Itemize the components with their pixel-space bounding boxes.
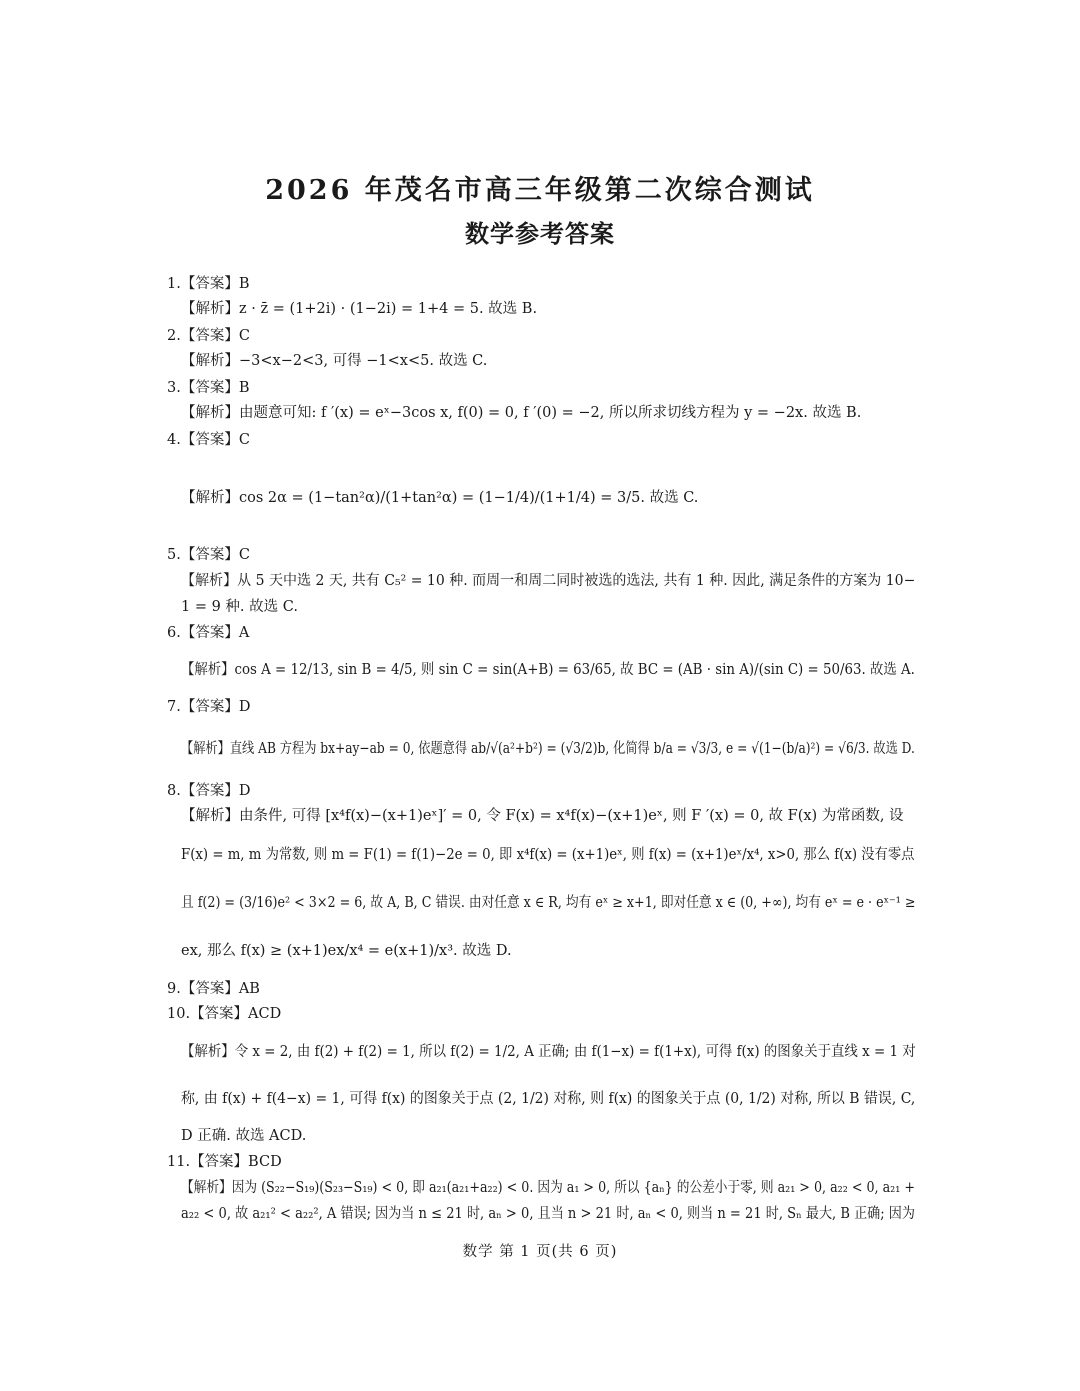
page-title: 2026 年茂名市高三年级第二次综合测试 (265, 175, 815, 206)
analysis-line: 【解析】从 5 天中选 2 天, 共有 C₅² = 10 种. 而周一和周二同时被选的选法, 共有 1 种. 因此, 满足条件的方案为 10− (181, 573, 916, 589)
analysis-line: 【解析】z · z̄ = (1+2i) · (1−2i) = 1+4 = 5. 故选 B. (181, 301, 538, 317)
analysis-line: F(x) = m, m 为常数, 则 m = F(1) = f(1)−2e = 0, 即 x⁴f(x) = (x+1)eˣ, 则 f(x) = (x+1)eˣ/x⁴, x>0, 那么 f(x) 没有零点 (181, 847, 915, 863)
page-footer: 数学 第 1 页(共 6 页) (462, 1244, 618, 1260)
analysis-line: 【解析】由条件, 可得 [x⁴f(x)−(x+1)eˣ]′ = 0, 令 F(x) = x⁴f(x)−(x+1)eˣ, 则 F ′(x) = 0, 故 F(x) 为常函数, 设 (181, 808, 904, 824)
answer-line: 9.【答案】AB (167, 981, 260, 997)
analysis-line: 【解析】cos A = 12/13, sin B = 4/5, 则 sin C = sin(A+B) = 63/65, 故 BC = (AB · sin A)/(sin C) = 50/63. 故选 A. (181, 662, 915, 678)
analysis-line: 【解析】直线 AB 方程为 bx+ay−ab = 0, 依题意得 ab/√(a²+b²) = (√3/2)b, 化简得 b/a = √3/3, e = √(1−(b/a)²) = √6/3. 故选 D. (181, 741, 915, 757)
analysis-line: ex, 那么 f(x) ≥ (x+1)ex/x⁴ = e(x+1)/x³. 故选 D. (181, 943, 512, 959)
answer-line: 8.【答案】D (167, 783, 251, 799)
answer-line: 3.【答案】B (167, 380, 250, 396)
answer-line: 10.【答案】ACD (167, 1006, 282, 1022)
analysis-line: D 正确. 故选 ACD. (181, 1128, 307, 1144)
answer-line: 2.【答案】C (167, 328, 250, 344)
answer-line: 11.【答案】BCD (167, 1154, 282, 1170)
answer-line: 6.【答案】A (167, 625, 250, 641)
analysis-line: 【解析】由题意可知: f ′(x) = eˣ−3cos x, f(0) = 0, f ′(0) = −2, 所以所求切线方程为 y = −2x. 故选 B. (181, 405, 862, 421)
analysis-line: 【解析】−3<x−2<3, 可得 −1<x<5. 故选 C. (181, 353, 488, 369)
answer-line: 7.【答案】D (167, 699, 251, 715)
answer-line: 5.【答案】C (167, 547, 250, 563)
analysis-line: a₂₂ < 0, 故 a₂₁² < a₂₂², A 错误; 因为当 n ≤ 21 时, aₙ > 0, 且当 n > 21 时, aₙ < 0, 则当 n = 21 时, Sₙ 最大, B 正确; 因为 (181, 1206, 915, 1222)
answer-line: 1.【答案】B (167, 276, 250, 292)
analysis-line: 【解析】因为 (S₂₂−S₁₉)(S₂₃−S₁₉) < 0, 即 a₂₁(a₂₁+a₂₂) < 0. 因为 a₁ > 0, 所以 {aₙ} 的公差小于零, 则 a₂₁ > 0, a₂₂ < 0, a₂₁ + (181, 1180, 915, 1196)
answer-line: 4.【答案】C (167, 432, 250, 448)
analysis-line: 且 f(2) = (3/16)e² < 3×2 = 6, 故 A, B, C 错误. 由对任意 x ∈ R, 均有 eˣ ≥ x+1, 即对任意 x ∈ (0, +∞), 均有 eˣ = e · eˣ⁻¹ ≥ (181, 895, 916, 911)
analysis-line: 1 = 9 种. 故选 C. (181, 599, 298, 615)
analysis-line: 称, 由 f(x) + f(4−x) = 1, 可得 f(x) 的图象关于点 (2, 1/2) 对称, 则 f(x) 的图象关于点 (0, 1/2) 对称, 所以 B 错误, C, (181, 1091, 916, 1107)
analysis-line: 【解析】令 x = 2, 由 f(2) + f(2) = 1, 所以 f(2) = 1/2, A 正确; 由 f(1−x) = f(1+x), 可得 f(x) 的图象关于直线 x = 1 对 (181, 1044, 916, 1060)
page-subtitle: 数学参考答案 (465, 220, 615, 248)
analysis-line: 【解析】cos 2α = (1−tan²α)/(1+tan²α) = (1−1/4)/(1+1/4) = 3/5. 故选 C. (181, 490, 699, 506)
